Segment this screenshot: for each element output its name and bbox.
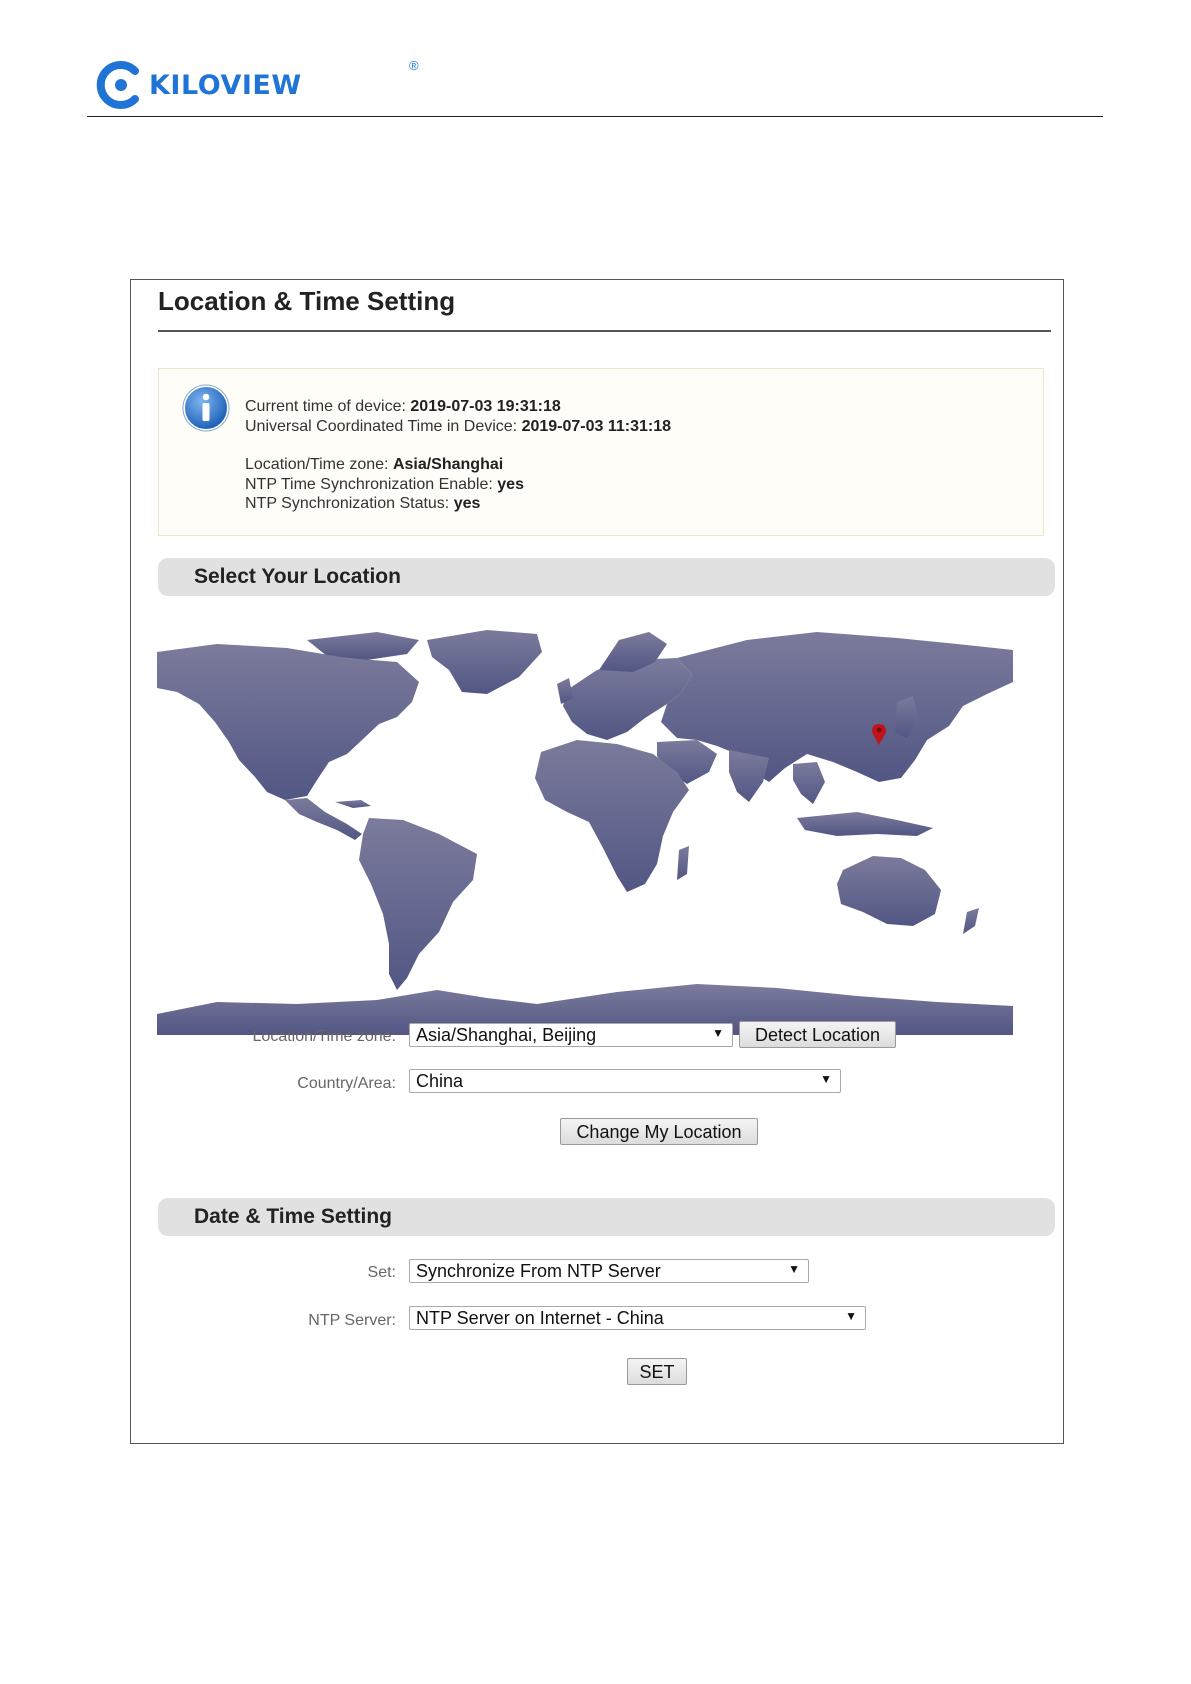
timezone-selected-value: Asia/Shanghai, Beijing	[416, 1025, 597, 1045]
country-field-label: Country/Area:	[297, 1075, 396, 1092]
utc-value: 2019-07-03 11:31:18	[521, 417, 672, 435]
dropdown-arrow-icon: ▼	[712, 1026, 724, 1040]
utc-label: Universal Coordinated Time in Device:	[245, 417, 518, 435]
title-divider	[158, 330, 1051, 332]
date-time-setting-header	[158, 1198, 1055, 1236]
set-mode-selected-value: Synchronize From NTP Server	[416, 1261, 661, 1281]
location-time-panel	[130, 279, 1064, 1444]
set-mode-select[interactable]	[409, 1259, 809, 1283]
set-button[interactable]: SET	[627, 1358, 687, 1385]
ntp-server-select[interactable]	[409, 1306, 866, 1330]
ntp-server-selected-value: NTP Server on Internet - China	[416, 1308, 664, 1328]
current-time-label: Current time of device:	[245, 398, 406, 415]
detect-location-button[interactable]: Detect Location	[739, 1021, 896, 1048]
ntp-status-label: NTP Synchronization Status:	[245, 495, 450, 512]
country-selected-value: China	[416, 1071, 464, 1091]
south-america-shape	[359, 818, 477, 990]
utc-time-line	[245, 417, 671, 437]
new-zealand-shape	[963, 908, 979, 934]
dropdown-arrow-icon: ▼	[845, 1309, 857, 1323]
north-america-shape	[157, 644, 419, 800]
country-select[interactable]	[409, 1069, 841, 1093]
caribbean-shape	[335, 800, 371, 808]
ntp-enable-line	[245, 475, 671, 495]
timezone-value: Asia/Shanghai	[392, 456, 504, 473]
dropdown-arrow-icon: ▼	[820, 1072, 832, 1086]
change-my-location-button[interactable]: Change My Location	[560, 1118, 758, 1145]
info-icon	[182, 384, 230, 432]
australia-shape	[837, 856, 941, 926]
registered-mark: ®	[409, 58, 419, 73]
section-title: Date & Time Setting	[194, 1205, 392, 1228]
timezone-select[interactable]	[409, 1023, 733, 1047]
timezone-field-label: Location/Time zone:	[252, 1028, 396, 1045]
header-divider	[87, 116, 1103, 117]
madagascar-shape	[677, 846, 689, 880]
timezone-line	[245, 455, 671, 475]
ntp-enable-value: yes	[497, 475, 524, 493]
india-shape	[729, 750, 769, 802]
ntp-status-value: yes	[453, 495, 481, 512]
section-title: Select Your Location	[194, 565, 401, 588]
current-time-line	[245, 397, 671, 417]
brand-header	[95, 58, 419, 112]
world-map[interactable]	[157, 622, 1013, 1035]
set-field-label: Set:	[367, 1264, 396, 1281]
brand-name: KILOVIEW	[149, 69, 302, 101]
greenland-shape	[427, 630, 542, 694]
southeast-asia-shape	[793, 762, 825, 804]
ntp-enable-label: NTP Time Synchronization Enable:	[245, 475, 493, 493]
timezone-label: Location/Time zone:	[245, 456, 389, 473]
indonesia-shape	[797, 812, 933, 836]
kiloview-logo-icon	[95, 61, 143, 109]
select-location-header	[158, 558, 1055, 596]
ntp-status-line	[245, 494, 671, 514]
status-info-box	[158, 368, 1044, 536]
status-lines	[245, 397, 671, 514]
dropdown-arrow-icon: ▼	[788, 1262, 800, 1276]
page-title: Location & Time Setting	[158, 286, 456, 316]
current-time-value: 2019-07-03 19:31:18	[410, 398, 561, 415]
ntp-server-field-label: NTP Server:	[308, 1312, 396, 1329]
